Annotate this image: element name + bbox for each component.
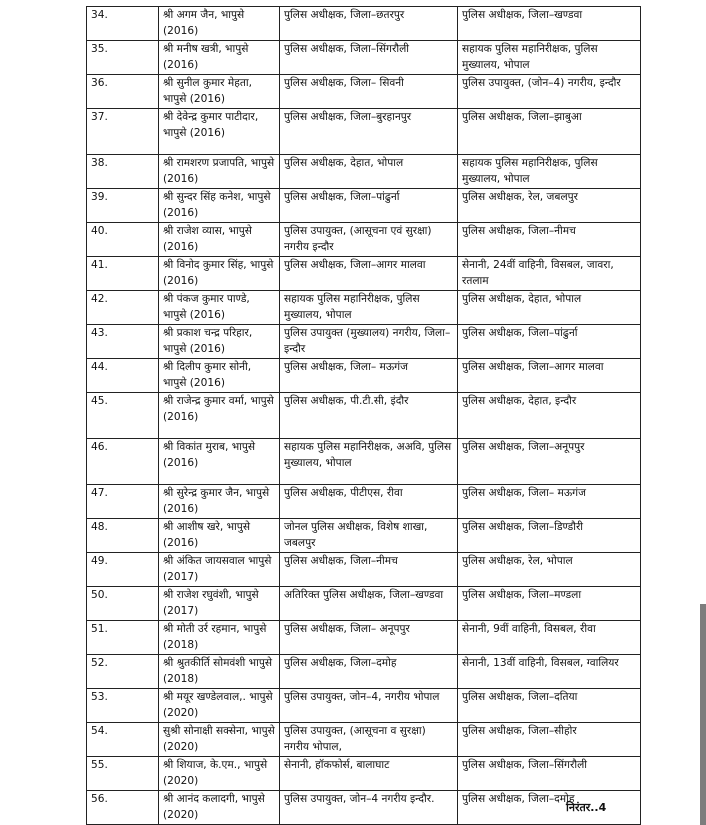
- officer-name-cell: श्री विकांत मुराब, भापुसे (2016): [159, 439, 280, 485]
- officer-name-cell: श्री प्रकाश चन्द्र परिहार, भापुसे (2016): [159, 325, 280, 359]
- officer-name-cell: श्री सुन्दर सिंह कनेश, भापुसे (2016): [159, 189, 280, 223]
- current-posting-cell: जोनल पुलिस अधीक्षक, विशेष शाखा, जबलपुर: [280, 519, 458, 553]
- officer-name-cell: श्री सुनील कुमार मेहता, भापुसे (2016): [159, 75, 280, 109]
- new-posting-cell: सेनानी, 9वीं वाहिनी, विसबल, रीवा: [458, 621, 641, 655]
- table-row: [87, 325, 641, 359]
- serial-number-cell: 50.: [87, 587, 159, 621]
- serial-number-cell: 52.: [87, 655, 159, 689]
- table-row: [87, 291, 641, 325]
- table-row: [87, 393, 641, 439]
- scrollbar[interactable]: [700, 604, 706, 825]
- table-row: [87, 587, 641, 621]
- serial-number-cell: 42.: [87, 291, 159, 325]
- continued-footer: निरंतर..4: [566, 801, 607, 814]
- officer-name-cell: श्री शियाज, के.एम., भापुसे (2020): [159, 757, 280, 791]
- new-posting-cell: पुलिस अधीक्षक, जिला– मऊगंज: [458, 485, 641, 519]
- officer-name-cell: श्री सुरेन्द्र कुमार जैन, भापुसे (2016): [159, 485, 280, 519]
- current-posting-cell: पुलिस अधीक्षक, जिला–पांढुर्ना: [280, 189, 458, 223]
- table-row: [87, 791, 641, 825]
- current-posting-cell: पुलिस अधीक्षक, जिला–आगर मालवा: [280, 257, 458, 291]
- new-posting-cell: पुलिस उपायुक्त, (जोन–4) नगरीय, इन्दौर: [458, 75, 641, 109]
- officer-name-cell: श्री राजेश व्यास, भापुसे (2016): [159, 223, 280, 257]
- table-row: [87, 757, 641, 791]
- officer-name-cell: श्री अगम जैन, भापुसे (2016): [159, 7, 280, 41]
- current-posting-cell: सहायक पुलिस महानिरीक्षक, अअवि, पुलिस मुख्यालय, भोपाल: [280, 439, 458, 485]
- serial-number-cell: 38.: [87, 155, 159, 189]
- officer-name-cell: श्री राजेन्द्र कुमार वर्मा, भापुसे (2016): [159, 393, 280, 439]
- officer-name-cell: श्री देवेन्द्र कुमार पाटीदार, भापुसे (2016): [159, 109, 280, 155]
- table-row: [87, 655, 641, 689]
- officer-name-cell: श्री मोती उर्र रहमान, भापुसे (2018): [159, 621, 280, 655]
- current-posting-cell: पुलिस अधीक्षक, जिला–दमोह: [280, 655, 458, 689]
- table-row: [87, 7, 641, 41]
- serial-number-cell: 45.: [87, 393, 159, 439]
- new-posting-cell: पुलिस अधीक्षक, जिला–दतिया: [458, 689, 641, 723]
- serial-number-cell: 44.: [87, 359, 159, 393]
- current-posting-cell: पुलिस अधीक्षक, पीटीएस, रीवा: [280, 485, 458, 519]
- current-posting-cell: सहायक पुलिस महानिरीक्षक, पुलिस मुख्यालय, भोपाल: [280, 291, 458, 325]
- serial-number-cell: 39.: [87, 189, 159, 223]
- current-posting-cell: पुलिस उपायुक्त, (आसूचना व सुरक्षा) नगरीय भोपाल,: [280, 723, 458, 757]
- table-row: [87, 223, 641, 257]
- officer-name-cell: सुश्री सोनाक्षी सक्सेना, भापुसे (2020): [159, 723, 280, 757]
- table-row: [87, 75, 641, 109]
- table-row: [87, 257, 641, 291]
- new-posting-cell: पुलिस अधीक्षक, देहात, इन्दौर: [458, 393, 641, 439]
- current-posting-cell: पुलिस अधीक्षक, जिला–बुरहानपुर: [280, 109, 458, 155]
- officer-name-cell: श्री दिलीप कुमार सोनी, भापुसे (2016): [159, 359, 280, 393]
- officer-name-cell: श्री अंकित जायसवाल भापुसे (2017): [159, 553, 280, 587]
- new-posting-cell: पुलिस अधीक्षक, जिला–मण्डला: [458, 587, 641, 621]
- current-posting-cell: पुलिस अधीक्षक, देहात, भोपाल: [280, 155, 458, 189]
- new-posting-cell: सहायक पुलिस महानिरीक्षक, पुलिस मुख्यालय, भोपाल: [458, 155, 641, 189]
- current-posting-cell: पुलिस अधीक्षक, जिला–छतरपुर: [280, 7, 458, 41]
- current-posting-cell: पुलिस उपायुक्त, जोन–4, नगरीय भोपाल: [280, 689, 458, 723]
- new-posting-cell: पुलिस अधीक्षक, जिला–झाबुआ: [458, 109, 641, 155]
- transfer-table-body: [87, 7, 641, 825]
- serial-number-cell: 34.: [87, 7, 159, 41]
- table-row: [87, 621, 641, 655]
- new-posting-cell: पुलिस अधीक्षक, जिला–दमोह: [458, 791, 641, 825]
- current-posting-cell: सेनानी, हॉकफोर्स, बालाघाट: [280, 757, 458, 791]
- transfer-table: [86, 6, 641, 825]
- table-row: [87, 689, 641, 723]
- officer-name-cell: श्री विनोद कुमार सिंह, भापुसे (2016): [159, 257, 280, 291]
- officer-name-cell: श्री आनंद कलादगी, भापुसे (2020): [159, 791, 280, 825]
- table-row: [87, 189, 641, 223]
- serial-number-cell: 41.: [87, 257, 159, 291]
- serial-number-cell: 37.: [87, 109, 159, 155]
- serial-number-cell: 47.: [87, 485, 159, 519]
- table-row: [87, 359, 641, 393]
- current-posting-cell: पुलिस उपायुक्त, जोन–4 नगरीय इन्दौर.: [280, 791, 458, 825]
- table-row: [87, 553, 641, 587]
- current-posting-cell: पुलिस अधीक्षक, जिला– मऊगंज: [280, 359, 458, 393]
- serial-number-cell: 48.: [87, 519, 159, 553]
- serial-number-cell: 54.: [87, 723, 159, 757]
- new-posting-cell: पुलिस अधीक्षक, जिला–अनूपपुर: [458, 439, 641, 485]
- serial-number-cell: 51.: [87, 621, 159, 655]
- new-posting-cell: सेनानी, 24वीं वाहिनी, विसबल, जावरा, रतलाम: [458, 257, 641, 291]
- new-posting-cell: पुलिस अधीक्षक, देहात, भोपाल: [458, 291, 641, 325]
- officer-name-cell: श्री श्रुतकीर्ति सोमवंशी भापुसे (2018): [159, 655, 280, 689]
- new-posting-cell: पुलिस अधीक्षक, जिला–खण्डवा: [458, 7, 641, 41]
- serial-number-cell: 55.: [87, 757, 159, 791]
- officer-name-cell: श्री आशीष खरे, भापुसे (2016): [159, 519, 280, 553]
- new-posting-cell: सेनानी, 13वीं वाहिनी, विसबल, ग्वालियर: [458, 655, 641, 689]
- serial-number-cell: 49.: [87, 553, 159, 587]
- officer-name-cell: श्री रामशरण प्रजापति, भापुसे (2016): [159, 155, 280, 189]
- officer-name-cell: श्री राजेश रघुवंशी, भापुसे (2017): [159, 587, 280, 621]
- current-posting-cell: पुलिस अधीक्षक, जिला–नीमच: [280, 553, 458, 587]
- serial-number-cell: 56.: [87, 791, 159, 825]
- table-row: [87, 41, 641, 75]
- table-row: [87, 519, 641, 553]
- new-posting-cell: पुलिस अधीक्षक, रेल, जबलपुर: [458, 189, 641, 223]
- table-row: [87, 723, 641, 757]
- new-posting-cell: पुलिस अधीक्षक, जिला–सिंगरौली: [458, 757, 641, 791]
- new-posting-cell: पुलिस अधीक्षक, जिला–पांढुर्ना: [458, 325, 641, 359]
- current-posting-cell: पुलिस अधीक्षक, जिला– सिवनी: [280, 75, 458, 109]
- current-posting-cell: अतिरिक्त पुलिस अधीक्षक, जिला–खण्डवा: [280, 587, 458, 621]
- new-posting-cell: पुलिस अधीक्षक, जिला–डिण्डौरी: [458, 519, 641, 553]
- serial-number-cell: 46.: [87, 439, 159, 485]
- table-row: [87, 155, 641, 189]
- current-posting-cell: पुलिस उपायुक्त (मुख्यालय) नगरीय, जिला–इन्दौर: [280, 325, 458, 359]
- officer-name-cell: श्री मनीष खत्री, भापुसे (2016): [159, 41, 280, 75]
- table-row: [87, 109, 641, 155]
- serial-number-cell: 40.: [87, 223, 159, 257]
- serial-number-cell: 53.: [87, 689, 159, 723]
- new-posting-cell: पुलिस अधीक्षक, जिला–नीमच: [458, 223, 641, 257]
- current-posting-cell: पुलिस अधीक्षक, जिला– अनूपपुर: [280, 621, 458, 655]
- new-posting-cell: पुलिस अधीक्षक, जिला–आगर मालवा: [458, 359, 641, 393]
- new-posting-cell: पुलिस अधीक्षक, जिला–सीहोर: [458, 723, 641, 757]
- new-posting-cell: सहायक पुलिस महानिरीक्षक, पुलिस मुख्यालय, भोपाल: [458, 41, 641, 75]
- table-row: [87, 439, 641, 485]
- new-posting-cell: पुलिस अधीक्षक, रेल, भोपाल: [458, 553, 641, 587]
- serial-number-cell: 43.: [87, 325, 159, 359]
- table-row: [87, 485, 641, 519]
- current-posting-cell: पुलिस अधीक्षक, पी.टी.सी, इंदौर: [280, 393, 458, 439]
- officer-name-cell: श्री पंकज कुमार पाण्डे, भापुसे (2016): [159, 291, 280, 325]
- serial-number-cell: 35.: [87, 41, 159, 75]
- current-posting-cell: पुलिस अधीक्षक, जिला–सिंगरौली: [280, 41, 458, 75]
- serial-number-cell: 36.: [87, 75, 159, 109]
- current-posting-cell: पुलिस उपायुक्त, (आसूचना एवं सुरक्षा) नगरीय इन्दौर: [280, 223, 458, 257]
- officer-name-cell: श्री मयूर खण्डेलवाल,. भापुसे (2020): [159, 689, 280, 723]
